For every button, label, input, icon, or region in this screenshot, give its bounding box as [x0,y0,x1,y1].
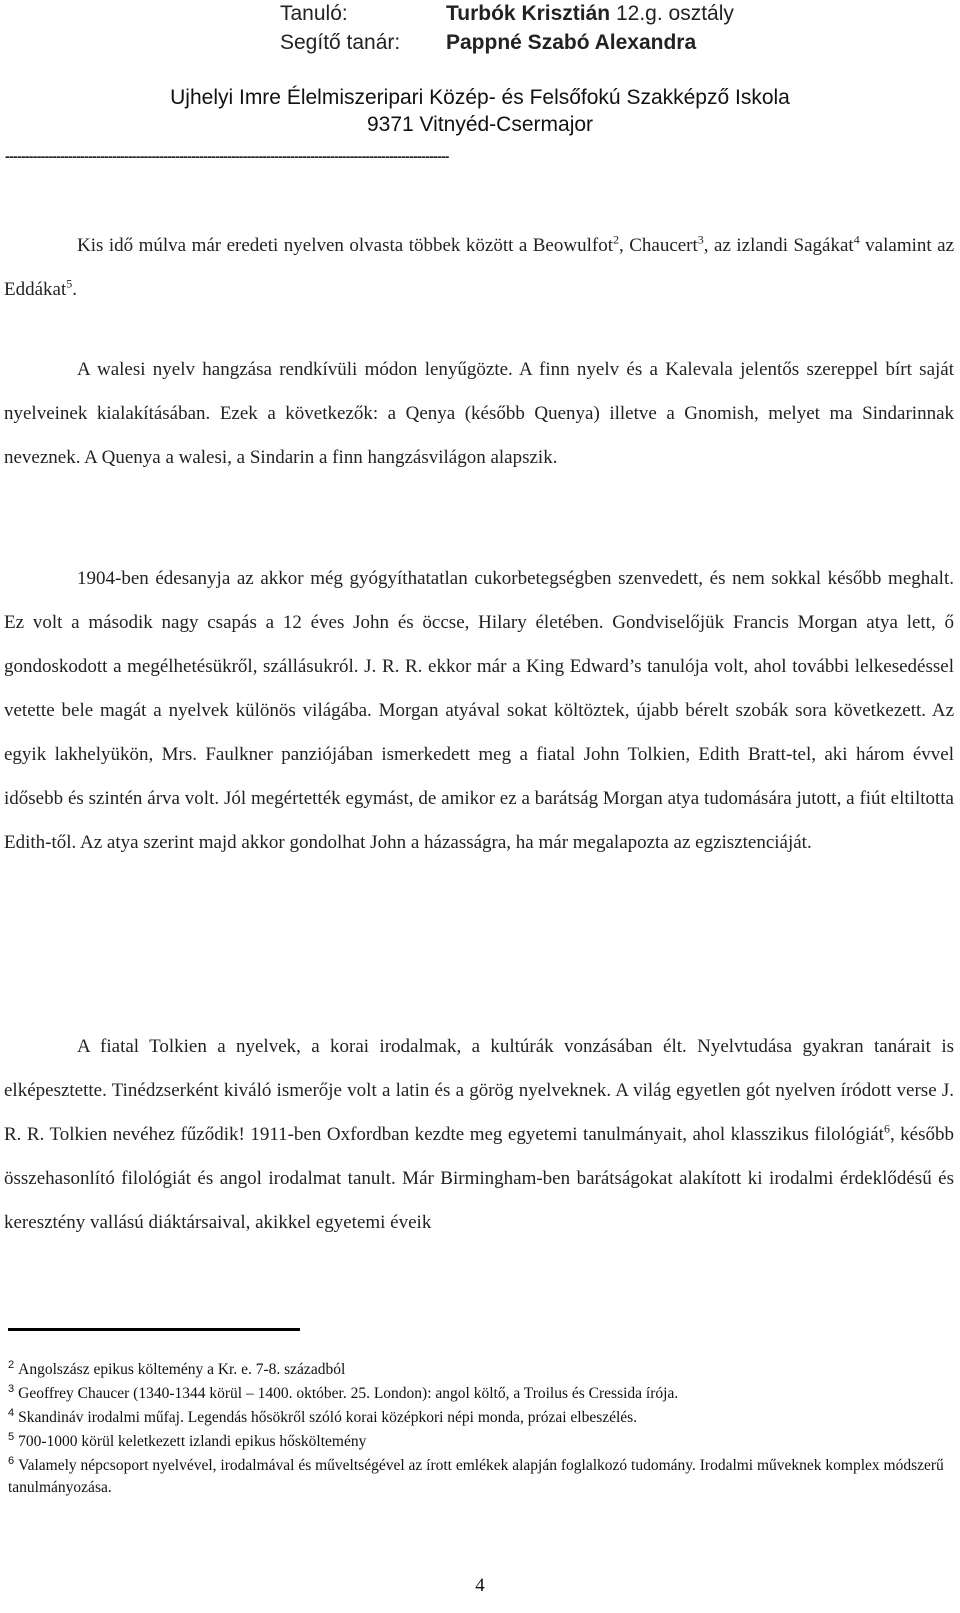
paragraph-4 [4,1025,954,1245]
footnote-text: Geoffrey Chaucer (1340-1344 körül – 1400. október. 25. London): angol költő, a Troilus és Cressida írója. [18,1385,679,1402]
p3-text: 1904-ben édesanyja az akkor még gyógyíthatatlan cukorbetegségben szenvedett, és nem sokkal később meghalt. Ez volt a második nagy csapás a 12 éves John és öccse, Hilary életében. Gondviselőjük Francis Morgan atya lett, ő gondoskodott a megélhetésükről, szállásukról. J. R. R. ekkor már a King Edward’s tanulója volt, ahol további lelkesedéssel vetette bele magát a nyelvek különös világába. Morgan atyával sokat költöztek, újabb bérelt szobák sora következett. Az egyik lakhelyükön, Mrs. Faulkner panziójában ismerkedett meg a fiatal John Tolkien, Edith Bratt-tel, aki három évvel idősebb és szintén árva volt. Jól megértették egymást, de amikor ez a barátság Morgan atya tudomására jutott, a fiút eltiltotta Edith-től. Az atya szerint majd akkor gondolhat John a házasságra, ha már megalapozta az egzisztenciáját. [4,568,954,853]
school-address: 9371 Vitnyéd-Csermajor [366,113,594,136]
footnote-text: Skandináv irodalmi műfaj. Legendás hősökről szóló korai középkori népi monda, prózai elbeszélés. [18,1409,638,1426]
p1-text-e: . [72,279,78,300]
p4-text-b: , később összehasonlító filológiát és angol irodalmat tanult. Már Birmingham-ben barátságokat alakított ki irodalmi érdeklődésű és keresztény vallású diáktársaival, akikkel egyetemi éveik [4,1124,955,1233]
p1-text-a: Kis idő múlva már eredeti nyelven olvasta többek között a Beowulfot [77,235,613,256]
teacher-value [446,31,696,55]
footnote-3 [8,1378,953,1405]
footnote-4 [8,1402,953,1429]
footnote-text: Angolszász epikus költemény a Kr. e. 7-8. századból [18,1361,346,1378]
footnote-ref-5: 5 [66,276,73,291]
teacher-label: Segítő tanár: [280,31,401,54]
student-name: Turbók Krisztián [446,2,611,25]
footnote-5 [8,1426,953,1453]
p1-text-d: valamint az Eddákat [4,235,955,300]
p1-text-b: , Chaucert [618,235,698,256]
student-class: 12.g. osztály [615,2,734,25]
paragraph-2 [4,348,954,480]
footnote-separator [8,1328,300,1331]
p4-text-a: A fiatal Tolkien a nyelvek, a korai irodalmak, a kultúrák vonzásában élt. Nyelvtudása gyakran tanárait is elképesztette. Tinédzserként kiváló ismerője volt a latin és a görög nyelveknek. A világ egyetlen gót nyelven íródott verse J. R. R. Tolkien nevéhez fűződik! 1911-ben Oxfordban kezdte meg egyetemi tanulmányait, ahol klasszikus filológiát [4,1036,954,1145]
footnote-ref-3: 3 [697,232,704,247]
footnote-2 [8,1354,953,1381]
footnote-number: 5 [8,1431,15,1443]
footnote-ref-6: 6 [883,1121,890,1136]
header-divider: ---------------------------------------------------------------------------------------------------------------- [5,148,449,164]
student-label: Tanuló: [280,2,348,25]
school-name: Ujhelyi Imre Élelmiszeripari Közép- és Felsőfokú Szakképző Iskola [170,86,790,109]
footnote-6 [8,1450,953,1499]
footnote-number: 3 [8,1383,15,1395]
footnote-ref-2: 2 [612,232,619,247]
footnote-number: 6 [8,1455,15,1467]
p2-text: A walesi nyelv hangzása rendkívüli módon lenyűgözte. A finn nyelv és a Kalevala jelentős szereppel bírt saját nyelveinek kialakításában. Ezek a következők: a Qenya (később Quenya) illetve a Gnomish, melyet ma Sindarinnak neveznek. A Quenya a walesi, a Sindarin a finn hangzásvilágon alapszik. [4,359,954,468]
p1-text-c: , az izlandi Sagákat [703,235,854,256]
footnote-number: 4 [8,1407,15,1419]
footnote-ref-4: 4 [853,232,860,247]
paragraph-1 [4,224,954,312]
page-number: 4 [475,1575,485,1596]
student-value [446,2,734,26]
footnote-number: 2 [8,1359,15,1371]
teacher-name: Pappné Szabó Alexandra [446,31,697,54]
footnote-text: 700-1000 körül keletkezett izlandi epikus hősköltemény [18,1433,367,1450]
paragraph-3 [4,557,954,865]
footnote-text: Valamely népcsoport nyelvével, irodalmával és műveltségével az írott emlékek alapján foglalkozó tudomány. Irodalmi műveknek komplex módszerű tanulmányozása. [8,1457,944,1496]
